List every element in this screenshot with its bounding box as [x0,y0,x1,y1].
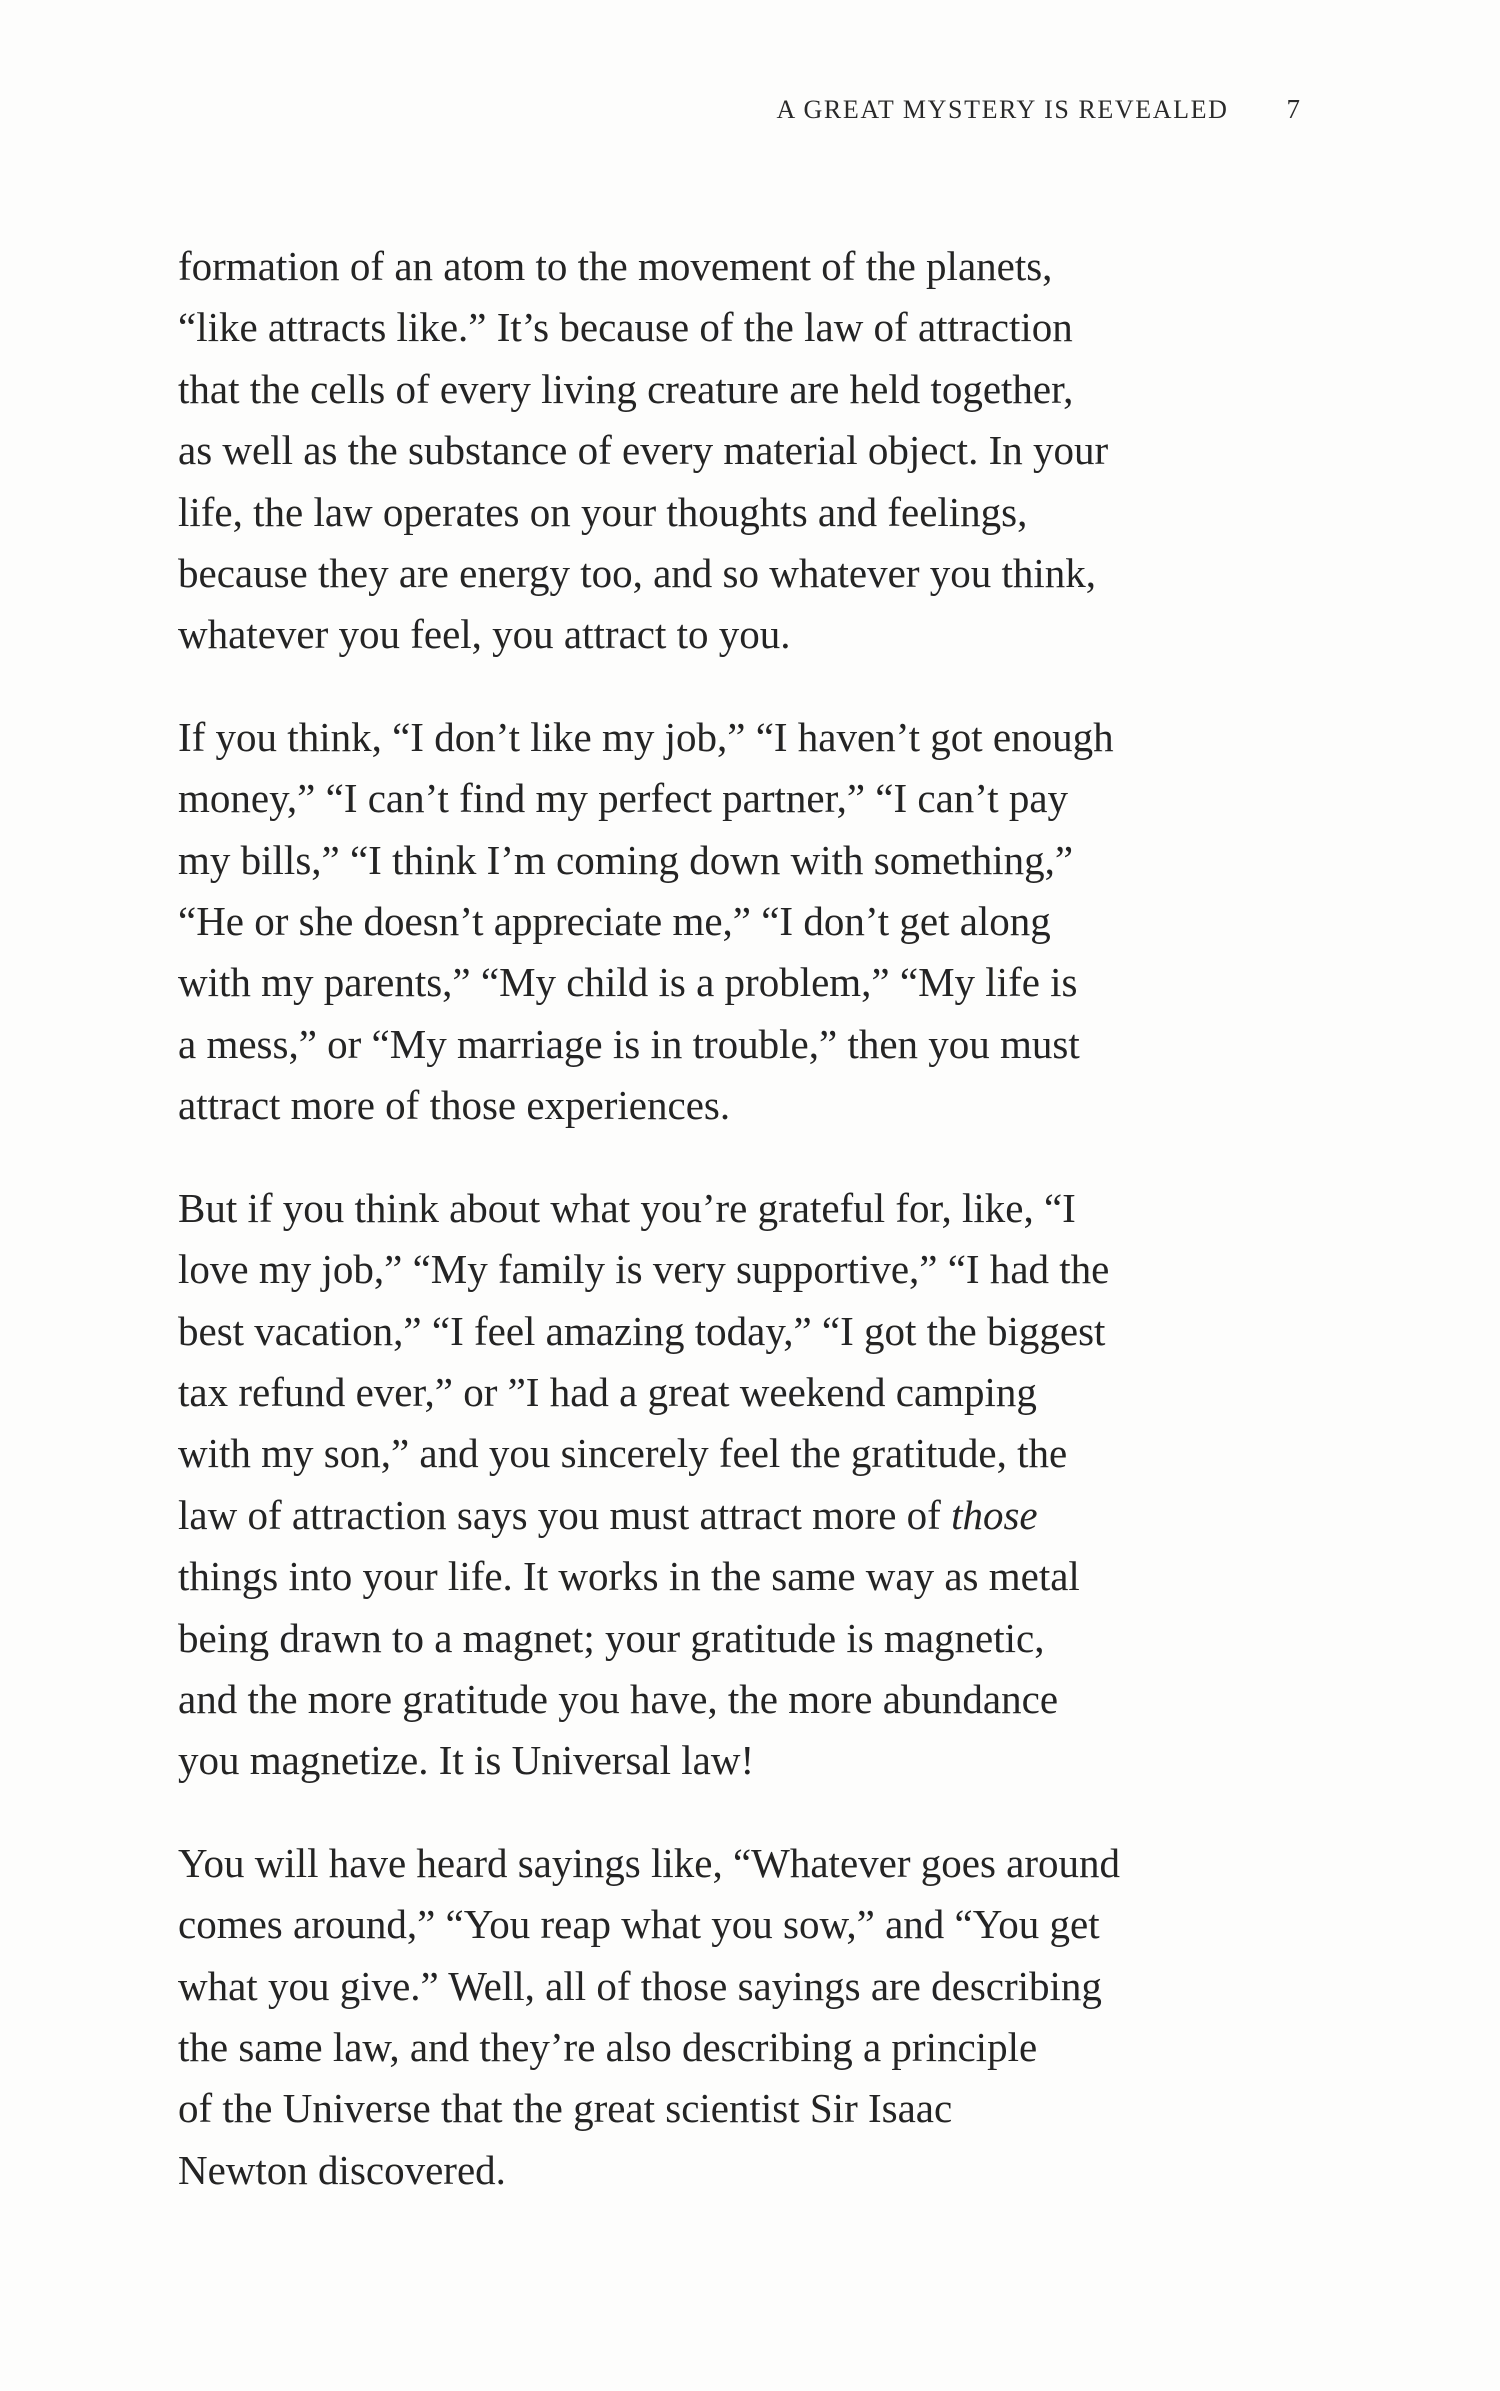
text-line: as well as the substance of every material object. In your [178,427,1109,474]
paragraph-1 [178,236,1328,666]
text-line-start: law of attraction says you must attract more of [178,1491,952,1538]
text-line: You will have heard sayings like, “Whatever goes around [178,1839,1120,1886]
text-line: “like attracts like.” It’s because of the law of attraction [178,304,1073,351]
text-line: formation of an atom to the movement of the planets, [178,243,1053,289]
text-line: things into your life. It works in the same way as metal [178,1553,1080,1600]
running-header [776,94,1300,125]
text-line: of the Universe that the great scientist Sir Isaac [178,2085,953,2132]
text-line: with my son,” and you sincerely feel the gratitude, the [178,1430,1068,1477]
text-line: attract more of those experiences. [178,1082,731,1129]
text-line: that the cells of every living creature are held together, [178,365,1074,412]
text-line: you magnetize. It is Universal law! [178,1737,755,1784]
text-line: because they are energy too, and so whatever you think, [178,550,1097,597]
text-line: with my parents,” “My child is a problem,” “My life is [178,959,1078,1006]
text-line: Newton discovered. [178,2146,506,2193]
text-line: life, the law operates on your thoughts and feelings, [178,488,1028,535]
text-line: best vacation,” “I feel amazing today,” “I got the biggest [178,1307,1106,1354]
text-line: money,” “I can’t find my perfect partner,” “I can’t pay [178,775,1069,822]
text-line: what you give.” Well, all of those sayings are describing [178,1962,1102,2009]
text-line: whatever you feel, you attract to you. [178,611,791,658]
body-text [178,236,1328,2242]
page-number: 7 [1286,94,1300,124]
paragraph-3 [178,1178,1328,1792]
text-line: a mess,” or “My marriage is in trouble,” then you must [178,1020,1080,1067]
text-line-with-emphasis [178,1485,1328,1546]
text-line: If you think, “I don’t like my job,” “I haven’t got enough [178,713,1114,760]
paragraph-4 [178,1833,1328,2201]
text-line: being drawn to a magnet; your gratitude is magnetic, [178,1614,1045,1661]
paragraph-2 [178,707,1328,1137]
text-line: But if you think about what you’re grateful for, like, “I [178,1184,1076,1231]
text-line: comes around,” “You reap what you sow,” and “You get [178,1901,1100,1948]
text-line: the same law, and they’re also describing a principle [178,2023,1038,2070]
text-line: and the more gratitude you have, the more abundance [178,1675,1059,1722]
emphasis-word: those [951,1491,1038,1538]
text-line: “He or she doesn’t appreciate me,” “I don’t get along [178,898,1051,945]
text-line: tax refund ever,” or ”I had a great weekend camping [178,1368,1037,1415]
text-line: love my job,” “My family is very supportive,” “I had the [178,1246,1110,1293]
text-line: my bills,” “I think I’m coming down with something,” [178,836,1074,883]
running-title: A GREAT MYSTERY IS REVEALED [776,95,1229,124]
